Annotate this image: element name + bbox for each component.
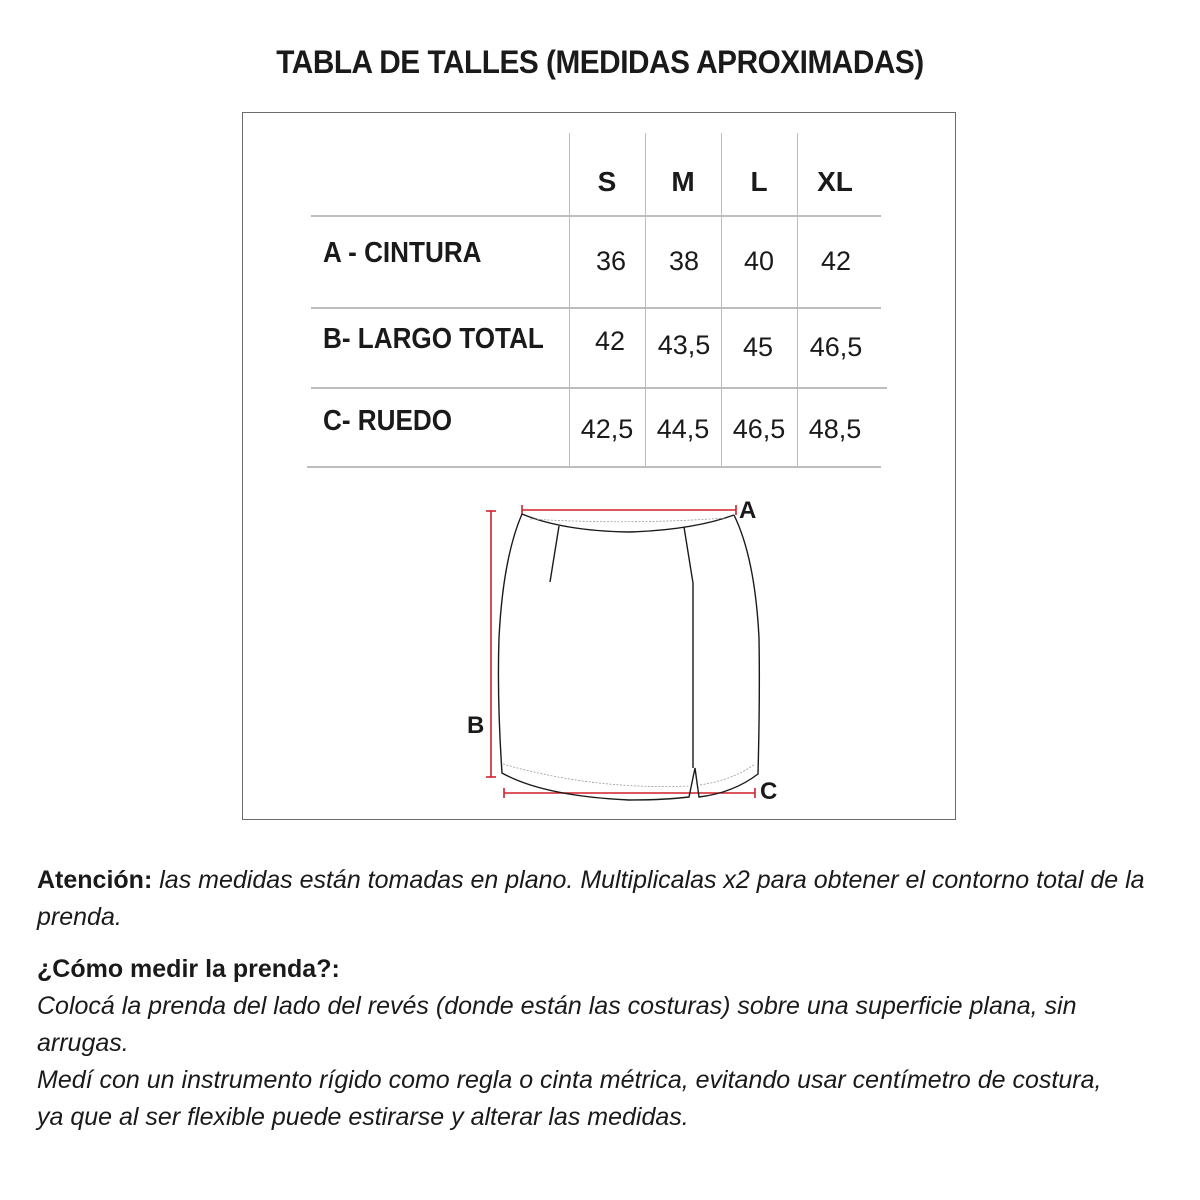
measure-line-a: [522, 505, 736, 515]
size-header-xl: XL: [817, 166, 853, 197]
row-label-cintura: A - CINTURA: [323, 237, 482, 269]
table-cell: 42: [820, 246, 852, 276]
row-label-largo-total: B- LARGO TOTAL: [323, 323, 544, 355]
table-cell: 45: [742, 332, 774, 362]
row-divider: [307, 466, 881, 468]
row-label-ruedo: C- RUEDO: [323, 405, 453, 437]
skirt-diagram: [453, 488, 813, 818]
page-title: TABLA DE TALLES (MEDIDAS APROXIMADAS): [276, 44, 924, 80]
table-cell: 46,5: [809, 332, 863, 362]
how-to-measure-step-2: Medí con un instrumento rígido como regla o cinta métrica, evitando usar centímetro de costura, ya que al ser flexible puede estirarse y alterar las medidas.: [37, 1066, 1102, 1131]
attention-note: [37, 862, 1177, 936]
table-cell: 42,5: [580, 414, 634, 444]
attention-text: las medidas están tomadas en plano. Multiplicalas x2 para obtener el contorno total de la prenda.: [37, 866, 1145, 931]
table-cell: 42: [594, 326, 626, 356]
size-header-s: S: [597, 166, 617, 197]
row-divider: [311, 307, 881, 309]
measure-line-b: [486, 511, 496, 777]
table-cell: 43,5: [657, 330, 711, 360]
attention-label: Atención:: [37, 866, 153, 894]
table-cell: 48,5: [808, 414, 862, 444]
skirt-outline: [498, 514, 759, 800]
stitch-lines: [503, 518, 755, 787]
how-to-measure-step-1: Colocá la prenda del lado del revés (donde están las costuras) sobre una superficie plana, sin arrugas.: [37, 992, 1077, 1057]
label-c: C: [760, 778, 778, 805]
size-header-m: M: [671, 166, 695, 197]
notes-section: [37, 862, 1177, 1136]
label-a: A: [739, 497, 757, 524]
size-chart-frame: [242, 112, 956, 820]
row-divider: [311, 387, 887, 389]
table-cell: 40: [743, 246, 775, 276]
table-cell: 44,5: [656, 414, 710, 444]
table-cell: 46,5: [732, 414, 786, 444]
table-cell: 38: [668, 246, 700, 276]
how-to-measure-heading: ¿Cómo medir la prenda?:: [37, 955, 340, 983]
row-divider: [311, 215, 881, 217]
table-cell: 36: [595, 246, 627, 276]
label-b: B: [467, 712, 485, 739]
size-header-l: L: [750, 166, 768, 197]
